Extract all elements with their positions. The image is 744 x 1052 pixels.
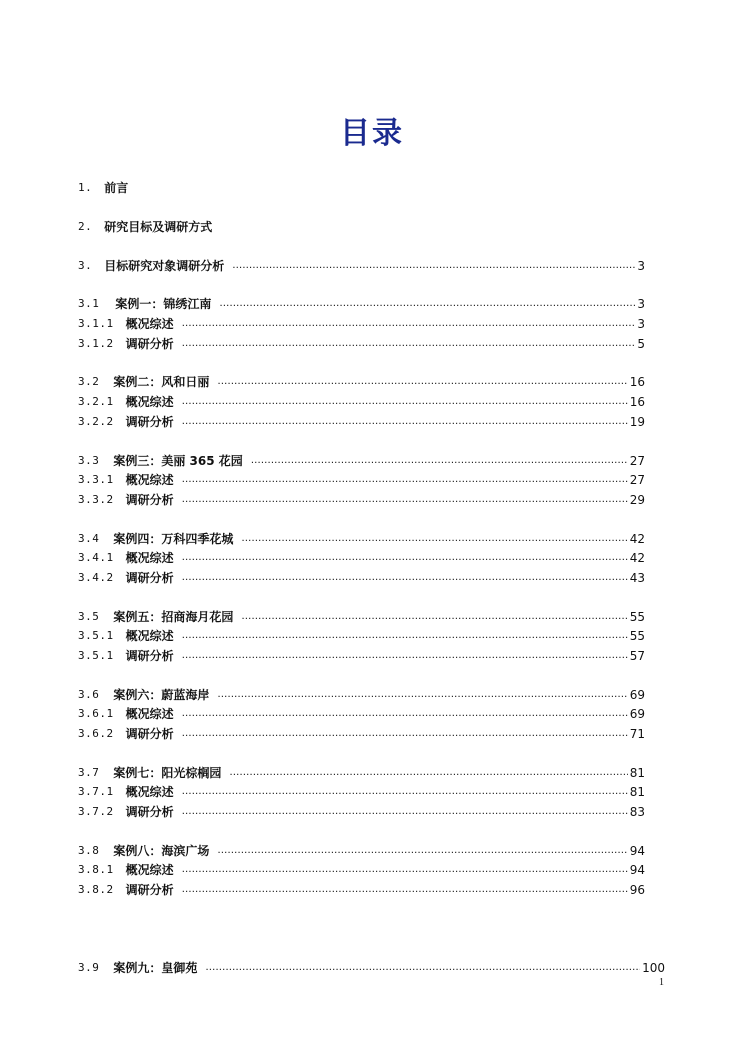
toc-leader-dots	[205, 962, 640, 976]
toc-entry-text: 概况综述	[125, 551, 174, 565]
toc-leader-dots	[182, 786, 628, 800]
toc-leader-dots	[219, 298, 635, 312]
toc-entry[interactable]	[78, 624, 645, 644]
toc-leader-dots	[182, 552, 628, 566]
toc-entry[interactable]	[78, 761, 645, 781]
toc-leader-dots	[217, 689, 627, 703]
toc-entry-number: 3.1.2	[78, 337, 114, 350]
toc-entry-number: 3.8.1	[78, 863, 114, 876]
toc-entry-number: 3.5.1	[78, 649, 114, 662]
toc-leader-dots	[241, 611, 627, 625]
toc-entry-page: 100	[642, 961, 665, 975]
toc-entry-page: 81	[629, 766, 645, 780]
toc-entry-number: 3.7	[78, 766, 100, 779]
toc-entry-page: 55	[629, 610, 645, 624]
toc-leader-dots	[217, 845, 627, 859]
toc-leader-dots	[232, 260, 635, 274]
toc-entry-page: 5	[637, 337, 645, 351]
toc-entry[interactable]	[78, 644, 645, 664]
toc-leader-dots	[251, 455, 628, 469]
toc-entry[interactable]	[78, 527, 645, 547]
toc-leader-dots	[182, 396, 628, 410]
toc-entry-page: 83	[629, 805, 645, 819]
toc-entry-text: 调研分析	[125, 883, 174, 897]
toc-entry-number: 3.7.2	[78, 805, 114, 818]
toc-entry-text: 前言	[104, 181, 129, 195]
toc-entry[interactable]	[78, 683, 645, 703]
toc-entry-number: 3.5.1	[78, 629, 114, 642]
toc-entry-number: 3.4.2	[78, 571, 114, 584]
toc-entry[interactable]	[78, 468, 645, 488]
toc-entry-text: 案例九：皇御苑	[113, 961, 198, 975]
toc-entry[interactable]	[78, 605, 645, 625]
toc-entry-text: 调研分析	[125, 805, 174, 819]
toc-entry-number: 3.1	[78, 297, 100, 310]
toc-entry[interactable]	[78, 370, 645, 390]
toc-leader-dots	[182, 318, 636, 332]
toc-leader-dots	[182, 864, 628, 878]
toc-entry[interactable]	[78, 839, 645, 859]
toc-leader-dots	[182, 650, 628, 664]
toc-entry[interactable]	[78, 449, 645, 469]
toc-entry[interactable]	[78, 956, 665, 976]
toc-entry-text: 调研分析	[125, 337, 174, 351]
toc-leader-dots	[182, 884, 628, 898]
toc-entry[interactable]	[78, 566, 645, 586]
toc-leader-dots	[182, 338, 636, 352]
toc-entry[interactable]	[78, 488, 645, 508]
toc-leader-dots	[241, 533, 627, 547]
toc-entry-number: 3.4	[78, 532, 100, 545]
toc-entry-text: 概况综述	[125, 395, 174, 409]
toc-entry[interactable]	[78, 254, 645, 274]
toc-entry-text: 案例七：阳光棕榈园	[113, 766, 222, 780]
toc-entry[interactable]	[78, 722, 645, 742]
toc-entry-text: 研究目标及调研方式	[104, 220, 213, 234]
toc-entry[interactable]	[78, 800, 645, 820]
toc-leader-dots	[182, 806, 628, 820]
toc-entry-text: 案例二：风和日丽	[113, 375, 210, 389]
toc-entry-page: 94	[629, 844, 645, 858]
toc-entry-text: 概况综述	[125, 707, 174, 721]
toc-entry[interactable]	[78, 312, 645, 332]
toc-entry-text: 调研分析	[125, 571, 174, 585]
toc-entry-page: 43	[629, 571, 645, 585]
toc-entry-number: 3.8	[78, 844, 100, 857]
toc-entry-text: 概况综述	[125, 785, 174, 799]
toc-entry-number: 3.3	[78, 454, 100, 467]
toc-leader-dots	[182, 494, 628, 508]
toc-entry-number: 3.8.2	[78, 883, 114, 896]
toc-leader-dots	[182, 572, 628, 586]
toc-entry-page: 3	[637, 317, 645, 331]
toc-entry-page: 42	[629, 551, 645, 565]
toc-entry-number: 3.2	[78, 375, 100, 388]
toc-entry-page: 19	[629, 415, 645, 429]
toc-entry[interactable]	[78, 292, 645, 312]
toc-entry[interactable]	[78, 878, 645, 898]
toc-entry-number: 3.2.2	[78, 415, 114, 428]
toc-entry-number: 3.2.1	[78, 395, 114, 408]
toc-entry-page: 3	[637, 259, 645, 273]
toc-leader-dots	[182, 630, 628, 644]
page-number: 1	[659, 977, 664, 988]
toc-entry-page: 3	[637, 297, 645, 311]
toc-entry-page: 27	[629, 473, 645, 487]
toc-title: 目录	[340, 116, 404, 151]
toc-entry[interactable]	[78, 546, 645, 566]
toc-entry[interactable]	[78, 858, 645, 878]
toc-entry-number: 3.7.1	[78, 785, 114, 798]
toc-entry-page: 42	[629, 532, 645, 546]
toc-entry-page: 69	[629, 688, 645, 702]
toc-entry-number: 3.3.1	[78, 473, 114, 486]
toc-entry-page: 27	[629, 454, 645, 468]
toc-entry-number: 3.4.1	[78, 551, 114, 564]
toc-entry-text: 概况综述	[125, 629, 174, 643]
toc-entry[interactable]	[78, 702, 645, 722]
toc-leader-dots	[182, 416, 628, 430]
toc-entry[interactable]	[78, 390, 645, 410]
toc-entry-text: 调研分析	[125, 415, 174, 429]
toc-entry-text: 案例六：蔚蓝海岸	[113, 688, 210, 702]
toc-entry-text: 案例八：海滨广场	[113, 844, 210, 858]
toc-leader-dots	[182, 728, 628, 742]
toc-entry-text: 案例三：美丽 365 花园	[113, 454, 243, 468]
toc-entry-page: 16	[629, 375, 645, 389]
toc-entry[interactable]	[78, 410, 645, 430]
toc-entry-page: 57	[629, 649, 645, 663]
toc-leader-dots	[217, 376, 627, 390]
toc-entry-text: 案例一：锦绣江南	[115, 297, 212, 311]
toc-entry-page: 94	[629, 863, 645, 877]
toc-entry-page: 16	[629, 395, 645, 409]
toc-entry[interactable]	[78, 176, 645, 196]
toc-entry-number: 3.6.1	[78, 707, 114, 720]
toc-entry[interactable]	[78, 215, 645, 235]
toc-entry-text: 调研分析	[125, 727, 174, 741]
toc-leader-dots	[229, 767, 627, 781]
toc-entry-page: 71	[629, 727, 645, 741]
toc-entry-text: 概况综述	[125, 863, 174, 877]
toc-entry-number: 2.	[78, 220, 93, 233]
toc-entry-number: 1.	[78, 181, 93, 194]
toc-entry-text: 调研分析	[125, 493, 174, 507]
toc-entry-page: 81	[629, 785, 645, 799]
toc-entry-text: 案例五：招商海月花园	[113, 610, 234, 624]
toc-entry-number: 3.5	[78, 610, 100, 623]
toc-entry-page: 55	[629, 629, 645, 643]
toc-entry-text: 概况综述	[125, 317, 174, 331]
toc-leader-dots	[182, 708, 628, 722]
toc-entry-page: 29	[629, 493, 645, 507]
toc-entry-number: 3.3.2	[78, 493, 114, 506]
toc-entry-text: 案例四：万科四季花城	[113, 532, 234, 546]
toc-entry-number: 3.	[78, 259, 93, 272]
toc-entry-page: 69	[629, 707, 645, 721]
toc-entry-number: 3.6	[78, 688, 100, 701]
toc-entry-text: 概况综述	[125, 473, 174, 487]
toc-entry-number: 3.9	[78, 961, 100, 974]
toc-entry[interactable]	[78, 780, 645, 800]
toc-entry[interactable]	[78, 332, 645, 352]
toc-leader-dots	[182, 474, 628, 488]
toc-entry-number: 3.6.2	[78, 727, 114, 740]
toc-entry-text: 目标研究对象调研分析	[104, 259, 225, 273]
toc-entry-page: 96	[629, 883, 645, 897]
toc-entry-text: 调研分析	[125, 649, 174, 663]
toc-entry-number: 3.1.1	[78, 317, 114, 330]
